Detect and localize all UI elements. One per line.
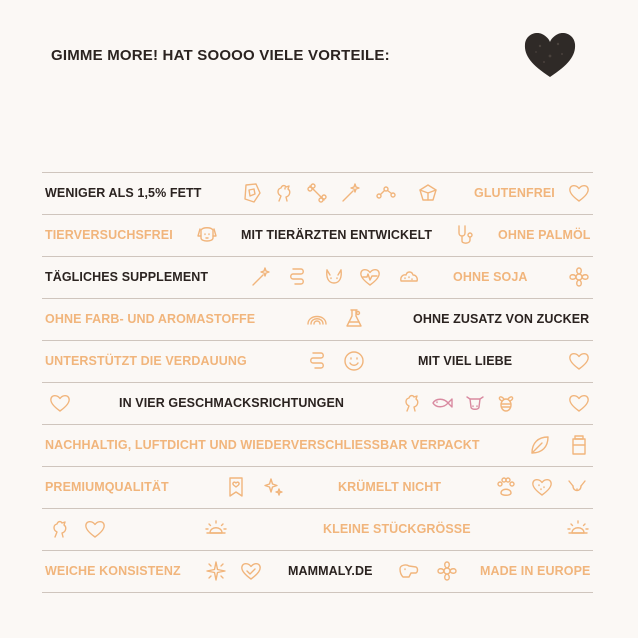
benefit-row (42, 172, 593, 214)
intestine-icon (285, 265, 309, 289)
flower-icon (435, 559, 459, 583)
cat-icon (565, 475, 589, 499)
cookie-icon (240, 181, 264, 205)
benefit-label: IN VIER GESCHMACKSRICHTUNGEN (119, 396, 345, 410)
sparkle-icon (204, 559, 228, 583)
benefit-label: OHNE ZUSATZ VON ZUCKER (413, 312, 590, 326)
benefit-row (42, 256, 593, 298)
fish-icon (430, 391, 454, 415)
heart-icon (567, 391, 591, 415)
benefit-label: TÄGLICHES SUPPLEMENT (45, 270, 209, 284)
heart-icon (48, 391, 72, 415)
bee-icon (494, 391, 518, 415)
benefit-label: OHNE FARB- UND AROMASTOFFE (45, 312, 256, 326)
benefit-label: MIT TIERÄRZTEN ENTWICKELT (241, 228, 433, 242)
flower-icon (567, 265, 591, 289)
benefit-label: MADE IN EUROPE (480, 564, 591, 578)
wand-icon (339, 181, 363, 205)
benefit-label: UNTERSTÜTZT DIE VERDAUUNG (45, 354, 247, 368)
benefit-label: GLUTENFREI (474, 186, 555, 200)
website-label: MAMMALY.DE (288, 564, 373, 578)
cookie-icon (530, 475, 554, 499)
benefit-label: NACHHALTIG, LUFTDICHT UND WIEDERVERSCHLIESSBAR VERPACKT (45, 438, 480, 452)
flask-icon (342, 307, 366, 331)
cookie-icon (397, 265, 421, 289)
benefit-label: MIT VIEL LIEBE (418, 354, 513, 368)
intestine-icon (305, 349, 329, 373)
divider (42, 592, 593, 593)
paw-icon (494, 475, 518, 499)
cow-icon (463, 391, 487, 415)
benefit-label: PREMIUMQUALITÄT (45, 480, 169, 494)
sun-icon (204, 517, 228, 541)
benefit-row (42, 466, 593, 508)
benefit-label: OHNE PALMÖL (498, 228, 591, 242)
leaf-icon (528, 433, 552, 457)
benefit-label: TIERVERSUCHSFREI (45, 228, 173, 242)
benefit-row (42, 340, 593, 382)
molecule-icon (374, 181, 398, 205)
chicken-icon (48, 517, 72, 541)
sun-icon (566, 517, 590, 541)
badge-icon (224, 475, 248, 499)
cat-icon (322, 265, 346, 289)
wand-icon (249, 265, 273, 289)
benefit-label: KRÜMELT NICHT (338, 480, 442, 494)
heart-icon (83, 517, 107, 541)
heart-treat-image (522, 30, 578, 80)
dog-icon (195, 223, 219, 247)
heart-icon (567, 181, 591, 205)
benefit-row (42, 550, 593, 592)
benefit-label: KLEINE STÜCKGRÖSSE (323, 522, 471, 536)
cube-icon (416, 181, 440, 205)
benefit-row (42, 424, 593, 466)
benefit-row (42, 382, 593, 424)
bone-icon (305, 181, 329, 205)
benefit-row (42, 508, 593, 550)
heartbeat-icon (358, 265, 382, 289)
sparkle-icon (261, 475, 285, 499)
rainbow-icon (305, 307, 329, 331)
heart-icon (567, 349, 591, 373)
dog-icon (397, 559, 421, 583)
page-title: GIMME MORE! HAT SOOOO VIELE VORTEILE: (51, 47, 390, 64)
benefit-label: OHNE SOJA (453, 270, 528, 284)
jar-icon (567, 433, 591, 457)
benefit-row (42, 298, 593, 340)
chicken-icon (400, 391, 424, 415)
benefit-label: WENIGER ALS 1,5% FETT (45, 186, 202, 200)
chicken-icon (272, 181, 296, 205)
smiley-icon (342, 349, 366, 373)
benefit-label: WEICHE KONSISTENZ (45, 564, 181, 578)
benefit-row (42, 214, 593, 256)
stethoscope-icon (453, 223, 477, 247)
handshake-icon (239, 559, 263, 583)
